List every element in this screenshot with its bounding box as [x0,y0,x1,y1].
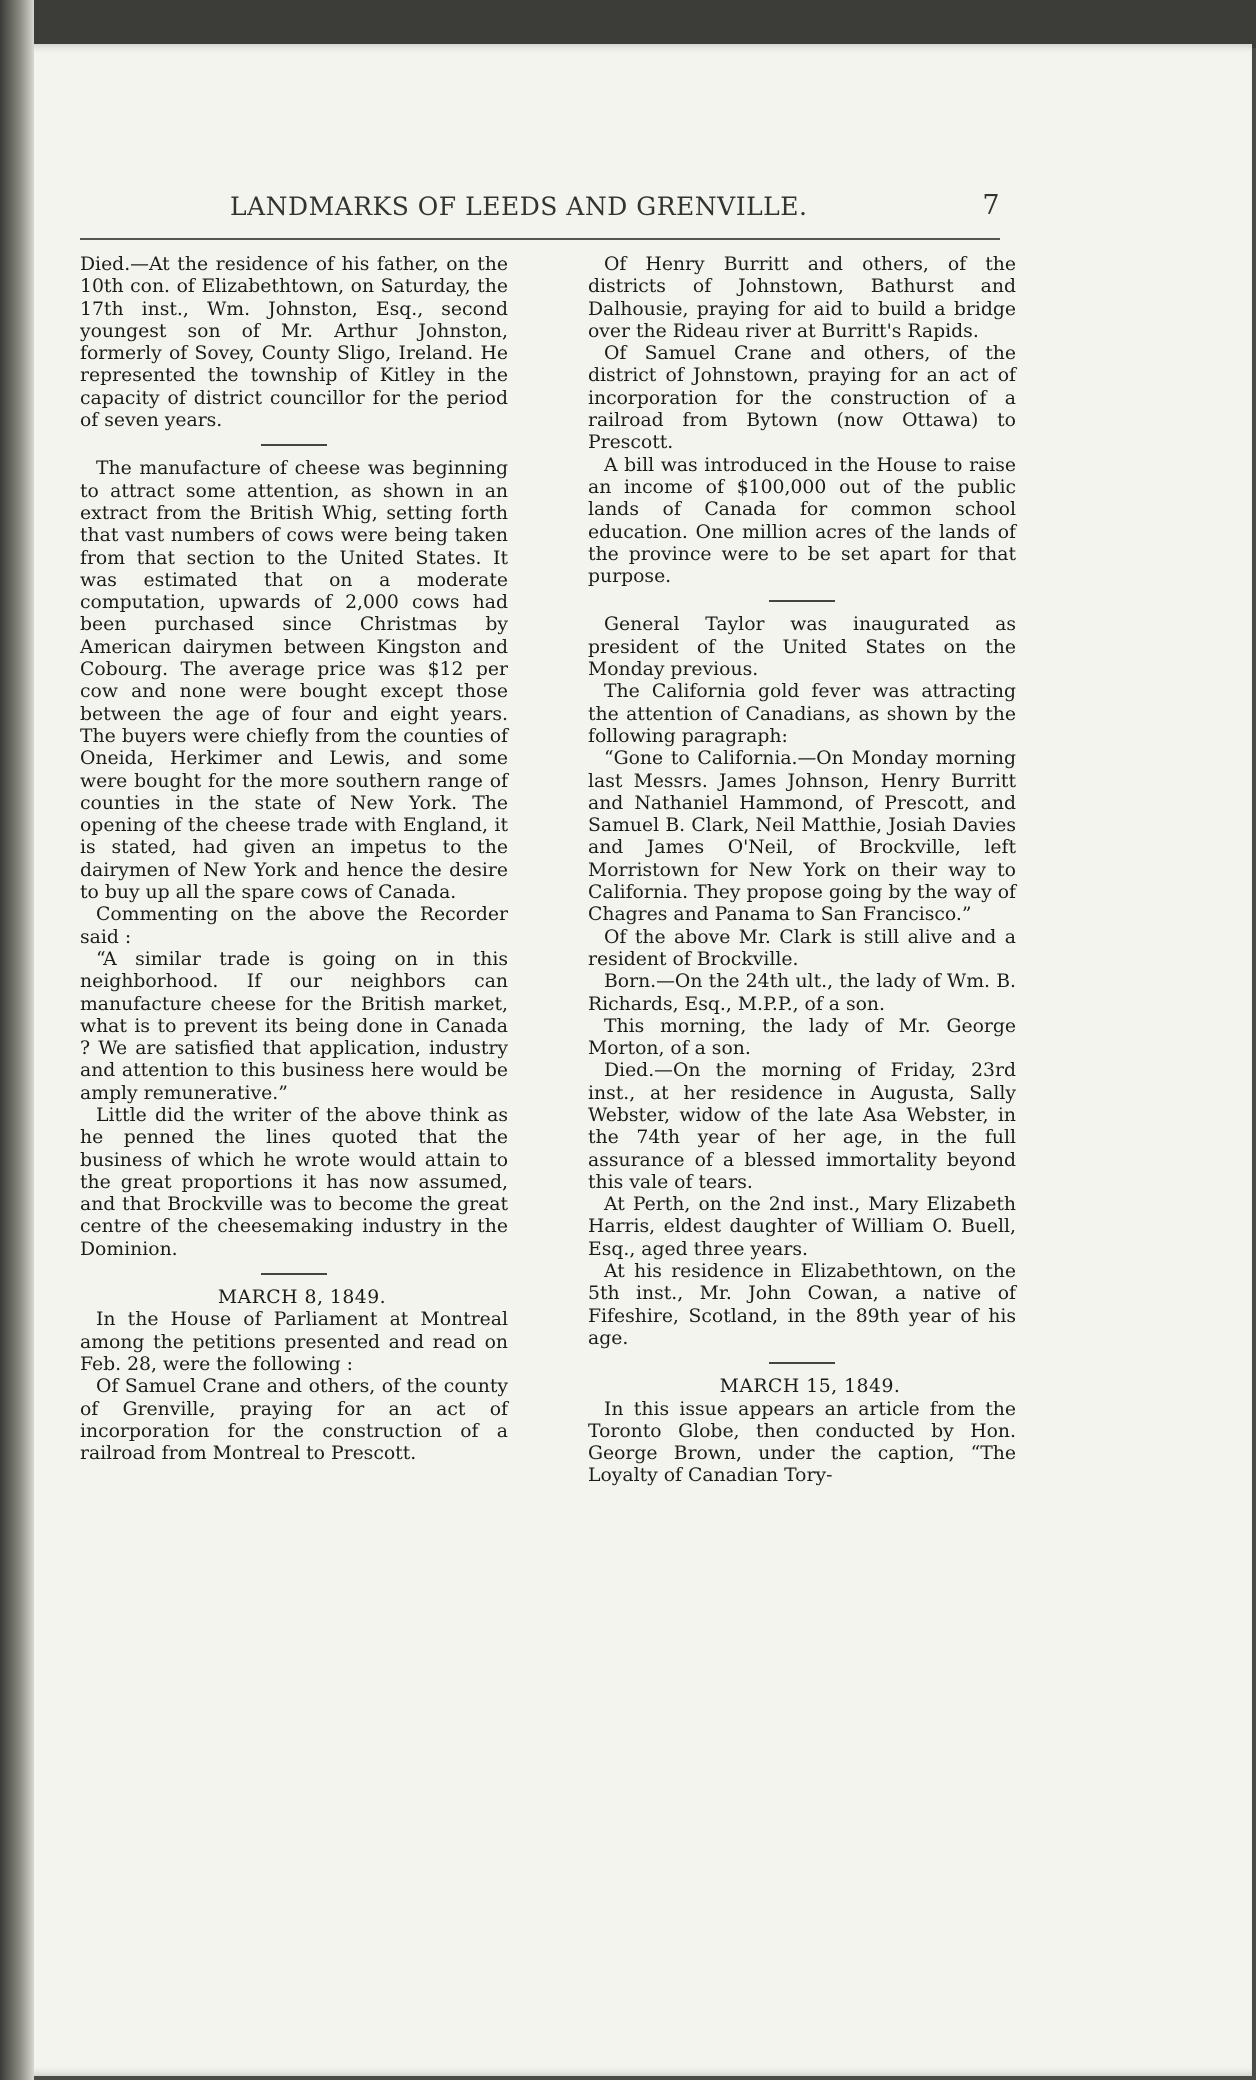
paragraph: Of the above Mr. Clark is still alive and a resident of Brockville. [588,926,1016,970]
running-title: LANDMARKS OF LEEDS AND GRENVILLE. [230,192,808,221]
date-heading: MARCH 15, 1849. [719,1376,901,1398]
right-column [588,254,1016,1488]
section-divider [261,444,327,446]
paragraph: In this issue appears an article from the Toronto Globe, then conducted by Hon. George Brown, under the caption, “The Loyalty of Canadian Tory- [588,1398,1016,1487]
paragraph: The California gold fever was attracting the attention of Canadians, as shown by the following paragraph: [588,681,1016,747]
paragraph: Little did the writer of the above think as he penned the lines quoted that the business of which he wrote would attain to the great proportions it has now assumed, and that Brockville was to become the great centre of the cheesemaking industry in the Dominion. [80,1104,508,1260]
paragraph: Of Samuel Crane and others, of the district of Johnstown, praying for an act of incorporation for the construction of a railroad from Bytown (now Ottawa) to Prescott. [588,343,1016,454]
left-column [80,254,508,1465]
paragraph: Died.—At the residence of his father, on the 10th con. of Elizabethtown, on Saturday, the 17th inst., Wm. Johnston, Esq., second youngest son of Mr. Arthur Johnston, formerly of Sovey, County Sligo, Ireland. He represented the township of Kitley in the capacity of district councillor for the period of seven years. [80,254,508,432]
page-number: 7 [982,190,1000,221]
scan-top-edge [0,0,1256,48]
paragraph: The manufacture of cheese was beginning to attract some attention, as shown in an extract from the British Whig, setting forth that vast numbers of cows were being taken from that section to the United States. It was estimated that on a moderate computation, upwards of 2,000 cows had been purchased since Christmas by American dairymen between Kingston and Cobourg. The average price was $12 per cow and none were bought except those between the age of four and eight years. The buyers were chiefly from the counties of Oneida, Herkimer and Lewis, and some were bought for the more southern range of counties in the state of New York. The opening of the cheese trade with England, it is stated, had given an impetus to the dairymen of New York and hence the desire to buy up all the spare cows of Canada. [80,458,508,904]
paragraph: At Perth, on the 2nd inst., Mary Elizabeth Harris, eldest daughter of William O. Buell, Esq., aged three years. [588,1194,1016,1260]
quotation: “Gone to California.—On Monday morning last Messrs. James Johnson, Henry Burritt and Nathaniel Hammond, of Prescott, and Samuel B. Clark, Neil Matthie, Josiah Davies and James O'Neil, of Brockville, left Morristown for New York on their way to California. They propose going by the way of Chagres and Panama to San Francisco.” [588,748,1016,926]
quotation: “A similar trade is going on in this neighborhood. If our neighbors can manufacture cheese for the British market, what is to prevent its being done in Canada ? We are satisfied that application, industry and attention to this business here would be amply remunerative.” [80,948,508,1104]
section-divider [769,1362,835,1364]
paragraph: Born.—On the 24th ult., the lady of Wm. B. Richards, Esq., M.P.P., of a son. [588,971,1016,1015]
paragraph: Of Henry Burritt and others, of the districts of Johnstown, Bathurst and Dalhousie, praying for aid to build a bridge over the Rideau river at Burritt's Rapids. [588,254,1016,342]
paragraph: This morning, the lady of Mr. George Morton, of a son. [588,1015,1016,1060]
running-header [230,192,1000,232]
date-heading: MARCH 8, 1849. [217,1287,387,1309]
paragraph: In the House of Parliament at Montreal among the petitions presented and read on Feb. 28, were the following : [80,1309,508,1375]
paragraph: At his residence in Elizabethtown, on the 5th inst., Mr. John Cowan, a native of Fifeshire, Scotland, in the 89th year of his age. [588,1261,1016,1349]
section-divider [769,600,835,602]
header-rule [80,238,1000,240]
book-spine-shadow [0,0,34,2080]
paragraph: Died.—On the morning of Friday, 23rd inst., at her residence in Augusta, Sally Webster, widow of the late Asa Webster, in the 74th year of her age, in the full assurance of a blessed immortality beyond this vale of tears. [588,1060,1016,1193]
section-divider [261,1273,327,1275]
paragraph: A bill was introduced in the House to raise an income of $100,000 out of the public lands of Canada for common school education. One million acres of the lands of the province were to be set apart for that purpose. [588,454,1016,588]
paragraph: Commenting on the above the Recorder said : [80,904,508,948]
paragraph: Of Samuel Crane and others, of the county of Grenville, praying for an act of incorporation for the construction of a railroad from Montreal to Prescott. [80,1376,508,1465]
paragraph: General Taylor was inaugurated as president of the United States on the Monday previous. [588,614,1016,681]
